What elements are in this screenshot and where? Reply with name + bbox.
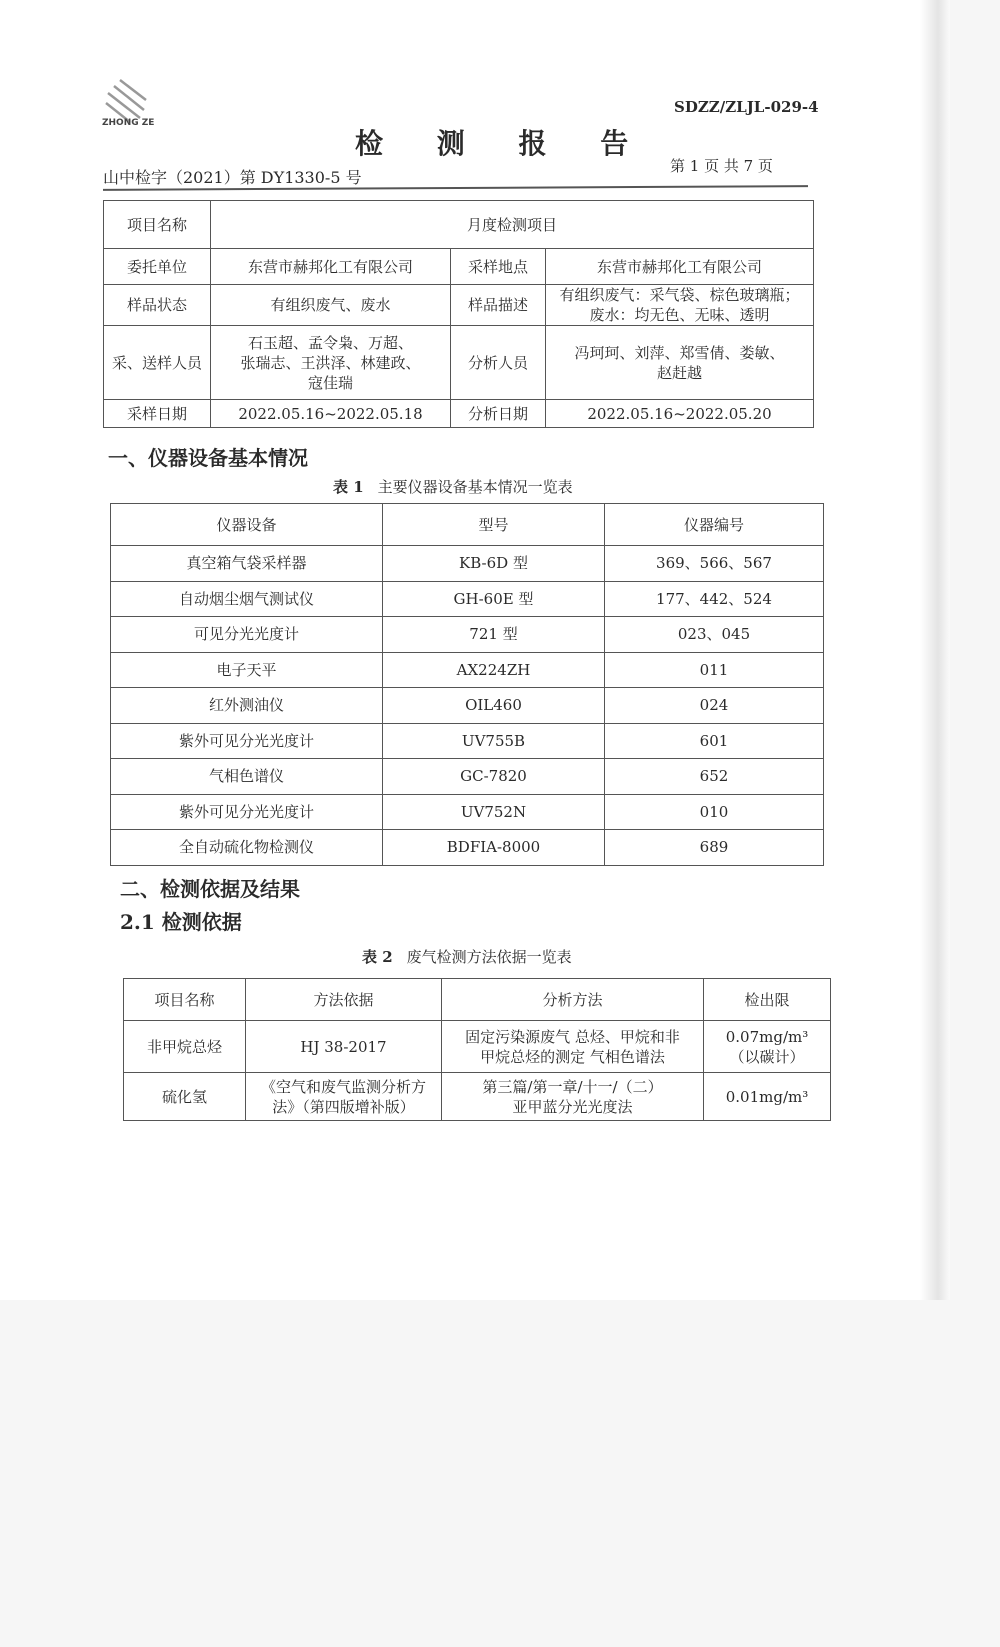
table-cell [442, 1021, 704, 1073]
column-header: 分析方法 [442, 979, 704, 1021]
column-header: 项目名称 [124, 979, 246, 1021]
line: 有组织废气：采气袋、棕色玻璃瓶； [559, 286, 800, 304]
label: 分析日期 [451, 400, 546, 428]
label: 采、送样人员 [104, 326, 211, 400]
value: 东营市赫邦化工有限公司 [211, 249, 451, 285]
table-cell: UV752N [383, 794, 605, 830]
table-cell: 自动烟尘烟气测试仪 [111, 581, 383, 617]
document-code: SDZZ/ZLJL-029-4 [674, 98, 819, 116]
table-cell: 可见分光光度计 [111, 617, 383, 653]
table-cell: 真空箱气袋采样器 [111, 546, 383, 582]
column-header: 方法依据 [246, 979, 442, 1021]
table-row [124, 1021, 831, 1073]
caption-number: 表 1 [333, 478, 364, 496]
info-table [103, 200, 814, 428]
table-cell: 红外测油仪 [111, 688, 383, 724]
table-row [124, 1073, 831, 1121]
column-header: 型号 [383, 504, 605, 546]
label: 采样地点 [451, 249, 546, 285]
table-cell [124, 1021, 246, 1073]
cell-line: 法》（第四版增补版） [272, 1097, 415, 1116]
table-cell: 689 [605, 830, 824, 866]
label: 项目名称 [104, 201, 211, 249]
line: 赵赶越 [657, 363, 703, 382]
table-cell: 601 [605, 723, 824, 759]
value [211, 326, 451, 400]
report-number: 山中检字（2021）第 DY1330-5 号 [103, 168, 362, 187]
table-cell: GH-60E 型 [383, 581, 605, 617]
label: 分析人员 [451, 326, 546, 400]
value [546, 285, 814, 326]
table-row [111, 546, 824, 582]
cell-line: 0.07mg/m³ [725, 1027, 809, 1046]
subsection-heading: 2.1 检测依据 [120, 910, 242, 934]
value: 月度检测项目 [211, 201, 814, 249]
cell-line: 0.01mg/m³ [725, 1087, 809, 1106]
caption-number: 表 2 [362, 948, 393, 966]
table-row [111, 688, 824, 724]
table-row [111, 759, 824, 795]
table-cell: GC-7820 [383, 759, 605, 795]
table-cell: UV755B [383, 723, 605, 759]
table-row [111, 794, 824, 830]
label: 样品状态 [104, 285, 211, 326]
cell-line: 亚甲蓝分光光度法 [512, 1097, 633, 1116]
table-cell: 紫外可见分光光度计 [111, 723, 383, 759]
table-cell: 721 型 [383, 617, 605, 653]
cell-line: 第三篇/第一章/十一/（二） [482, 1077, 663, 1096]
line: 冯珂珂、刘萍、郑雪倩、娄敏、 [574, 343, 785, 362]
cell-line: 《空气和废气监测分析方 [260, 1077, 426, 1096]
instrument-table [110, 503, 824, 866]
table-row [111, 617, 824, 653]
cell-line: 硫化氢 [161, 1087, 207, 1106]
table-row [111, 652, 824, 688]
cell-line: 甲烷总烃的测定 气相色谱法 [480, 1047, 665, 1066]
label: 采样日期 [104, 400, 211, 428]
table-cell: OIL460 [383, 688, 605, 724]
table-cell: AX224ZH [383, 652, 605, 688]
table-cell: 气相色谱仪 [111, 759, 383, 795]
scan-edge [920, 0, 950, 1300]
cell-line: 固定污染源废气 总烃、甲烷和非 [465, 1027, 680, 1046]
table-cell [704, 1021, 831, 1073]
label: 样品描述 [451, 285, 546, 326]
value: 2022.05.16~2022.05.20 [546, 400, 814, 428]
table-cell [246, 1021, 442, 1073]
line: 寇佳瑞 [307, 373, 353, 392]
table-cell: KB-6D 型 [383, 546, 605, 582]
table-cell: 011 [605, 652, 824, 688]
line: 废水：均无色、无味、透明 [589, 306, 770, 324]
value: 东营市赫邦化工有限公司 [546, 249, 814, 285]
table-cell: 177、442、524 [605, 581, 824, 617]
page-info: 第 1 页 共 7 页 [670, 157, 773, 175]
table-cell [442, 1073, 704, 1121]
column-header: 仪器设备 [111, 504, 383, 546]
line: 张瑞志、王洪泽、林建政、 [240, 353, 421, 372]
value: 有组织废气、废水 [211, 285, 451, 326]
column-header: 仪器编号 [605, 504, 824, 546]
table-cell: 023、045 [605, 617, 824, 653]
value [546, 326, 814, 400]
table-cell: 电子天平 [111, 652, 383, 688]
value: 2022.05.16~2022.05.18 [211, 400, 451, 428]
label: 委托单位 [104, 249, 211, 285]
section-heading: 一、仪器设备基本情况 [108, 446, 308, 470]
caption-text: 主要仪器设备基本情况一览表 [377, 478, 573, 496]
table-cell: 紫外可见分光光度计 [111, 794, 383, 830]
cell-line: HJ 38-2017 [300, 1037, 387, 1056]
cell-line: （以碳计） [729, 1047, 805, 1066]
table-cell: 全自动硫化物检测仪 [111, 830, 383, 866]
caption-text: 废气检测方法依据一览表 [406, 948, 572, 966]
line: 石玉超、孟令枭、万超、 [247, 333, 413, 352]
report-title: 检 测 报 告 [355, 127, 651, 160]
cell-line: 非甲烷总烃 [146, 1037, 222, 1056]
method-table [123, 978, 831, 1121]
table-cell [246, 1073, 442, 1121]
table-cell: 369、566、567 [605, 546, 824, 582]
column-header: 检出限 [704, 979, 831, 1021]
table-caption [362, 946, 572, 967]
table-row [111, 723, 824, 759]
table-row [111, 830, 824, 866]
table-cell: BDFIA-8000 [383, 830, 605, 866]
table-cell [124, 1073, 246, 1121]
table-cell: 010 [605, 794, 824, 830]
section-heading: 二、检测依据及结果 [120, 877, 300, 901]
logo-text: ZHONG ZE [102, 118, 155, 128]
table-row [111, 581, 824, 617]
table-cell [704, 1073, 831, 1121]
table-caption [333, 476, 573, 497]
table-cell: 024 [605, 688, 824, 724]
table-cell: 652 [605, 759, 824, 795]
